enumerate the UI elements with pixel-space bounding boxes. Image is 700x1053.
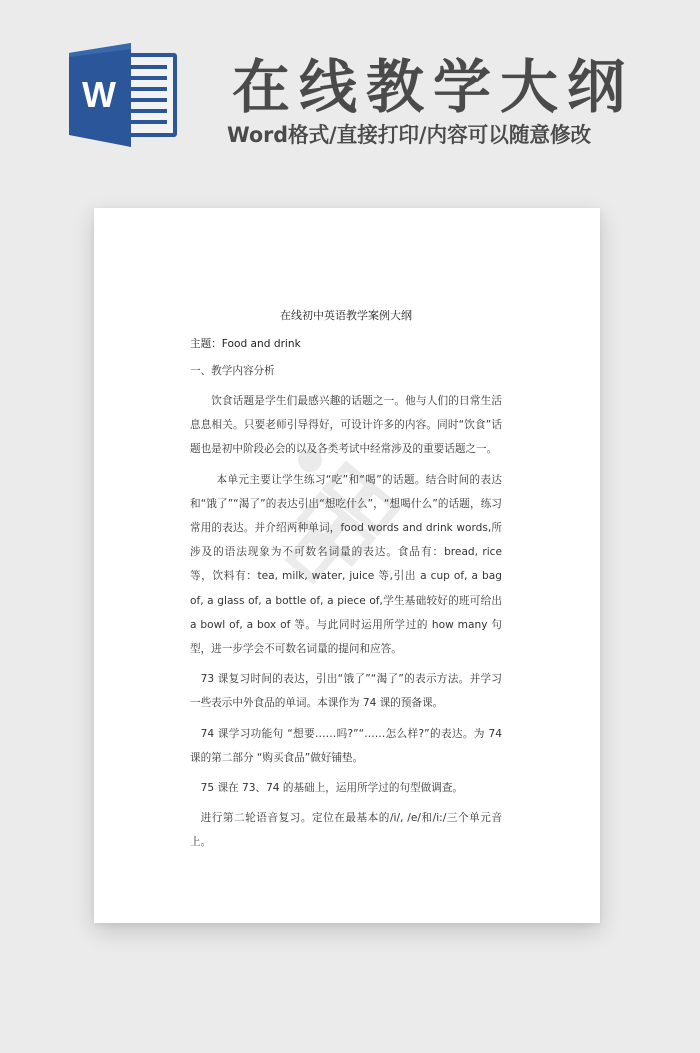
paragraph <box>190 722 502 770</box>
paragraph-text: 74 课学习功能句 “想要……吗?”“……怎么样?”的表达。为 74 课的第二部分 “购买食品”做好铺垫。 <box>190 727 502 764</box>
document-body <box>190 304 502 855</box>
svg-text:W: W <box>82 74 116 115</box>
section-heading: 一、教学内容分析 <box>190 365 275 377</box>
topic-value: Food and drink <box>221 338 301 350</box>
document-page <box>94 208 600 923</box>
banner-subtitle: Word格式/直接打印/内容可以随意修改 <box>227 123 592 147</box>
paragraph <box>190 667 502 715</box>
word-document-icon <box>69 43 179 147</box>
paragraph-text: 本单元主要让学生练习“吃”和“喝”的话题。结合时间的表达和“饿了”“渴了”的表达引出“想吃什么”，“想喝什么”的话题，练习常用的表达。并介绍两种单词，food words and drink words,所涉及的语法现象为不可数名词量的表达。食品有：bread, rice 等，饮料有：tea, milk, water, juice 等,引出 a cup of, a bag of, a glass of, a bottle of, a piece of,学生基础较好的班可给出 a bowl of, a box of 等。与此同时运用所学过的 how many 句型，进一步学会不可数名词量的提问和应答。 <box>190 473 502 656</box>
paragraph <box>190 389 502 462</box>
paragraph-text: 饮食话题是学生们最感兴趣的话题之一。他与人们的日常生活息息相关。只要老师引导得好，可设计许多的内容。同时“饮食”话题也是初中阶段必会的以及各类考试中经常涉及的重要话题之一。 <box>190 395 502 456</box>
paragraph <box>190 776 502 800</box>
topic-label: 主题： <box>190 338 222 350</box>
topic-line <box>190 332 502 356</box>
paragraph-text: 75 课在 73、74 的基础上，运用所学过的句型做调查。 <box>200 782 464 795</box>
banner-title: 在线教学大纲 <box>232 53 635 121</box>
paragraph <box>190 468 502 662</box>
paragraph <box>190 806 502 854</box>
paragraph-text: 进行第二轮语音复习。定位在最基本的/i/, /e/和/i:/三个单元音上。 <box>190 812 502 849</box>
document-title: 在线初中英语教学案例大纲 <box>280 309 412 322</box>
paragraph-text: 73 课复习时间的表达，引出“饿了”“渴了”的表示方法。并学习一些表示中外食品的单词。本课作为 74 课的预备课。 <box>190 673 502 710</box>
header-banner <box>0 0 700 200</box>
